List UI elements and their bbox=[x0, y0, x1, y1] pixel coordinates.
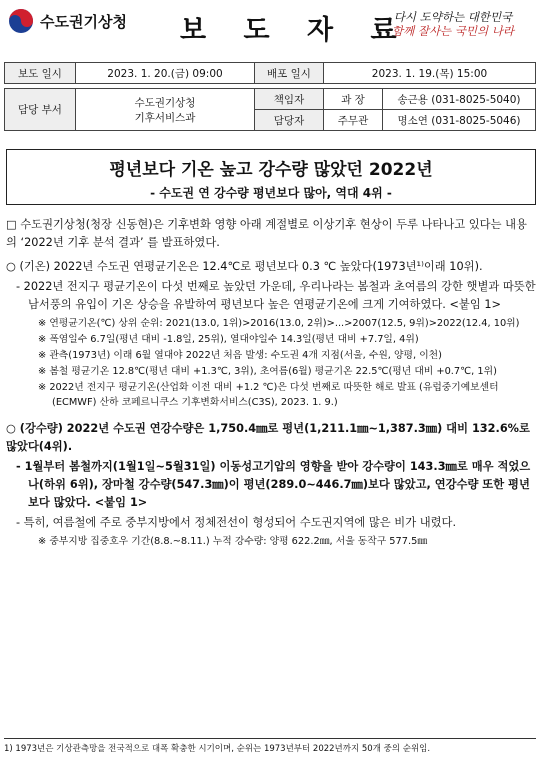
body-text bbox=[6, 216, 536, 550]
info-table bbox=[4, 62, 536, 131]
note-heavy-rain: ※ 중부지방 집중호우 기간(8.8.~8.11.) 누적 강수량: 양평 622.2㎜, 서울 동작구 577.5㎜ bbox=[38, 536, 428, 547]
headline-main: 평년보다 기온 높고 강수량 많았던 2022년 bbox=[109, 160, 433, 180]
headline-box bbox=[6, 149, 536, 205]
staff-name: 명소연 (031-8025-5046) bbox=[383, 110, 536, 131]
intro-paragraph: □ 수도권기상청(청장 신동현)은 기후변화 영향 아래 계절별로 이상기후 현상이 두루 나타나고 있다는 내용의 ‘2022년 기후 분석 결과’ 를 발표하였다. bbox=[6, 218, 527, 249]
page-title: 보 도 자 료 bbox=[180, 15, 411, 46]
staff-label: 담당자 bbox=[255, 110, 324, 131]
dist-date-label: 배포 일시 bbox=[255, 63, 324, 84]
note-temp-rank: ※ 연평균기온(℃) 상위 순위: 2021(13.0, 1위)>2016(13.0, 2위)>...>2007(12.5, 9위)>2022(12.4, 10위) bbox=[38, 318, 520, 329]
dept-line2: 기후서비스과 bbox=[134, 111, 196, 124]
rain-bullet-1: - 1월부터 봄철까지(1월1일~5월31일) 이동성고기압의 영향을 받아 강수량이 143.3㎜로 매우 적었으나(하위 6위), 장마철 강수량(547.3㎜)이 평년(289.0~446.7㎜)보다 많았고, 연강수량 또한 평년보다 많았다. <붙임 1> bbox=[16, 460, 531, 509]
dept-label: 담당 부서 bbox=[5, 89, 76, 131]
slogan-line1: 다시 도약하는 대한민국 bbox=[393, 10, 513, 24]
dist-date: 2023. 1. 19.(목) 15:00 bbox=[324, 63, 536, 84]
rain-bullet-2: - 특히, 여름철에 주로 중부지방에서 정체전선이 형성되어 수도권지역에 많은 비가 내렸다. bbox=[16, 516, 457, 529]
staff-title: 주무관 bbox=[324, 110, 383, 131]
slogan-line2: 함께 잘사는 국민의 나라 bbox=[391, 24, 515, 38]
report-date: 2023. 1. 20.(금) 09:00 bbox=[76, 63, 255, 84]
press-header bbox=[0, 0, 541, 58]
temp-heading: ○ (기온) 2022년 수도권 연평균기온은 12.4℃로 평년보다 0.3 ℃ 높았다(1973년¹⁾이래 10위). bbox=[6, 260, 483, 273]
resp-title: 과 장 bbox=[324, 89, 383, 110]
taegeuk-logo-icon bbox=[8, 8, 34, 34]
rain-heading: ○ (강수량) 2022년 수도권 연강수량은 1,750.4㎜로 평년(1,211.1㎜~1,387.3㎜) 대비 132.6%로 많았다(4위). bbox=[6, 422, 530, 453]
resp-label: 책임자 bbox=[255, 89, 324, 110]
note-heatwave: ※ 폭염일수 6.7일(평년 대비 -1.8일, 25위), 열대야일수 14.3일(평년 대비 +7.7일, 4위) bbox=[38, 334, 419, 345]
temp-bullet: - 2022년 전지구 평균기온이 다섯 번째로 높았던 가운데, 우리나라는 봄철과 초여름의 강한 햇볕과 따뜻한 남서풍의 유입이 기온 상승을 유발하여 평년보다 높은 연평균기온에 크게 기여하였다. <붙임 1> bbox=[16, 280, 536, 311]
slogan bbox=[368, 10, 538, 38]
headline-sub: - 수도권 연 강수량 평년보다 많아, 역대 4위 - bbox=[150, 186, 392, 200]
note-spring-temp: ※ 봄철 평균기온 12.8℃(평년 대비 +1.3℃, 3위), 초여름(6월) 평균기온 22.5℃(평년 대비 +0.7℃, 1위) bbox=[38, 366, 497, 377]
footnote: 1) 1973년은 기상관측망을 전국적으로 대폭 확충한 시기이며, 순위는 1973년부터 2022년까지 50개 중의 순위임. bbox=[4, 738, 536, 754]
resp-name: 송근용 (031-8025-5040) bbox=[383, 89, 536, 110]
report-date-label: 보도 일시 bbox=[5, 63, 76, 84]
org-name: 수도권기상청 bbox=[40, 12, 127, 31]
note-global-temp: ※ 2022년 전지구 평균기온(산업화 이전 대비 +1.2 ℃)은 다섯 번째로 따뜻한 해로 발표 (유럽중기예보센터(ECMWF) 산하 코페르니쿠스 기후변화서비스(C3S), 2023. 1. 9.) bbox=[38, 382, 499, 408]
dept-line1: 수도권기상청 bbox=[134, 96, 196, 109]
dept-name bbox=[76, 89, 255, 131]
note-tropical-night: ※ 관측(1973년) 이래 6월 열대야 2022년 처음 발생: 수도권 4개 지점(서울, 수원, 양평, 이천) bbox=[38, 350, 442, 361]
agency-logo bbox=[8, 8, 127, 34]
